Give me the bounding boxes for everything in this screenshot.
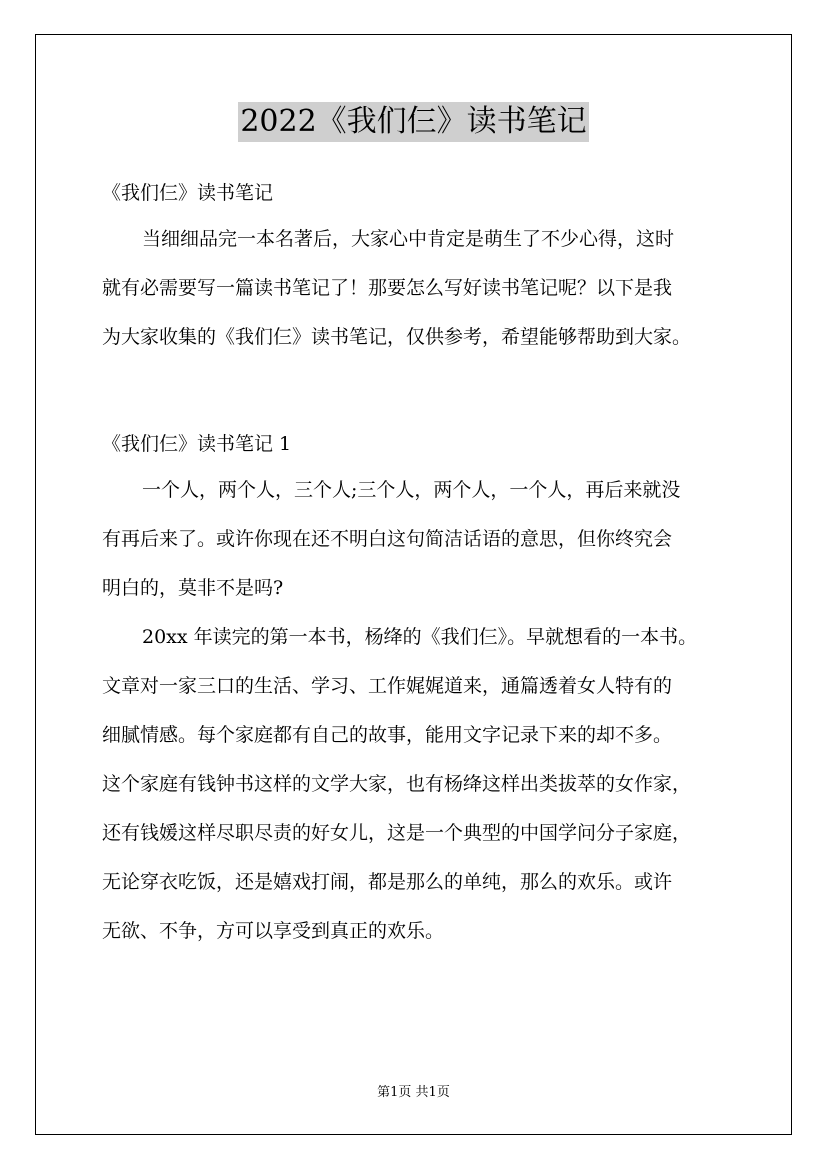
page-footer: 第1页 共1页 (377, 1085, 450, 1100)
section1-para1-line: 明白的，莫非不是吗? (102, 577, 284, 599)
section1-para2-line: 无论穿衣吃饭，还是嬉戏打闹，都是那么的单纯，那么的欢乐。或许 (102, 871, 673, 893)
section1-para2-line: 20xx 年读完的第一本书，杨绛的《我们仨》。早就想看的一本书。 (142, 626, 698, 648)
section1-para1-line: 一个人，两个人，三个人;三个人，两个人，一个人，再后来就没 (142, 479, 681, 501)
section1-para2-line: 还有钱媛这样尽职尽责的好女儿，这是一个典型的中国学问分子家庭， (102, 822, 692, 844)
section1-para2-line: 细腻情感。每个家庭都有自己的故事，能用文字记录下来的却不多。 (102, 724, 673, 746)
section1-para2-line: 文章对一家三口的生活、学习、工作娓娓道来，通篇透着女人特有的 (102, 675, 673, 697)
section-spacer (102, 362, 742, 422)
intro-heading: 《我们仨》读书笔记 (102, 182, 274, 204)
document-body (102, 171, 742, 956)
intro-line: 为大家收集的《我们仨》读书笔记，仅供参考，希望能够帮助到大家。 (102, 326, 692, 348)
intro-line: 就有必需要写一篇读书笔记了！那要怎么写好读书笔记呢？以下是我 (102, 277, 673, 299)
section1-para2-line: 这个家庭有钱钟书这样的文学大家，也有杨绛这样出类拔萃的女作家， (102, 773, 692, 795)
section1-para1-line: 有再后来了。或许你现在还不明白这句简洁话语的意思，但你终究会 (102, 528, 673, 550)
section1-para2-line: 无欲、不争，方可以享受到真正的欢乐。 (102, 920, 445, 942)
title-container (0, 102, 827, 142)
document-title: 2022《我们仨》读书笔记 (238, 102, 588, 142)
section1-heading: 《我们仨》读书笔记 1 (102, 433, 292, 455)
intro-line: 当细细品完一本名著后，大家心中肯定是萌生了不少心得，这时 (142, 228, 675, 250)
